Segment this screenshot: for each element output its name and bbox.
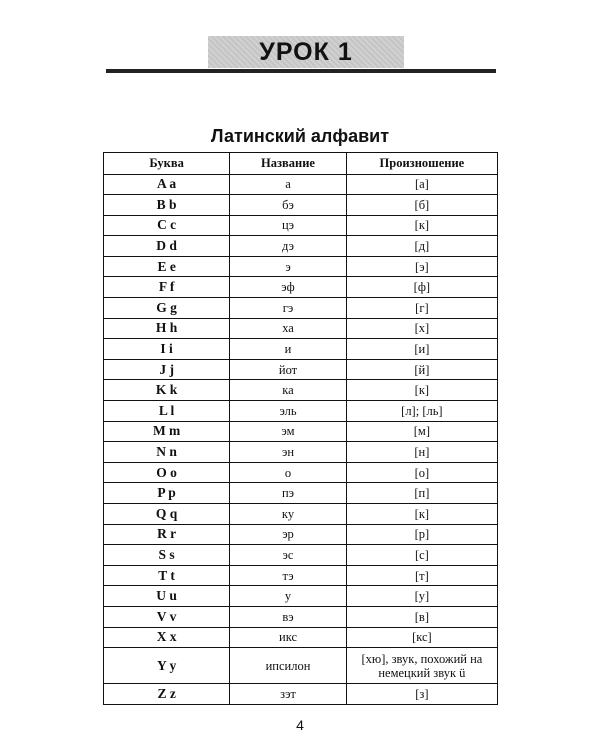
name-cell: зэт <box>230 684 347 705</box>
name-cell: эн <box>230 442 347 463</box>
column-header-pronunciation: Произношение <box>346 153 497 175</box>
letter-cell: K k <box>104 380 230 401</box>
table-row <box>104 565 498 586</box>
letter-cell: Q q <box>104 504 230 525</box>
lesson-banner <box>208 36 404 68</box>
pronunciation-cell: [б] <box>346 195 497 216</box>
pronunciation-cell: [м] <box>346 421 497 442</box>
name-cell: эф <box>230 277 347 298</box>
pronunciation-cell: [ф] <box>346 277 497 298</box>
header-rule <box>106 69 496 73</box>
table-row <box>104 627 498 648</box>
table-row <box>104 359 498 380</box>
section-title: Латинский алфавит <box>210 126 390 146</box>
table-row <box>104 421 498 442</box>
letter-cell: C c <box>104 215 230 236</box>
letter-cell: Y y <box>104 648 230 684</box>
name-cell: у <box>230 586 347 607</box>
table-row <box>104 648 498 684</box>
pronunciation-cell: [о] <box>346 462 497 483</box>
letter-cell: M m <box>104 421 230 442</box>
name-cell: гэ <box>230 298 347 319</box>
pronunciation-cell: [с] <box>346 545 497 566</box>
name-cell: икс <box>230 627 347 648</box>
table-row <box>104 524 498 545</box>
name-cell: бэ <box>230 195 347 216</box>
name-cell: пэ <box>230 483 347 504</box>
table-row <box>104 277 498 298</box>
letter-cell: J j <box>104 359 230 380</box>
table-header-row <box>104 153 498 175</box>
table-row <box>104 174 498 195</box>
name-cell: эм <box>230 421 347 442</box>
pronunciation-cell: [т] <box>346 565 497 586</box>
table-row <box>104 684 498 705</box>
letter-cell: U u <box>104 586 230 607</box>
letter-cell: H h <box>104 318 230 339</box>
letter-cell: G g <box>104 298 230 319</box>
name-cell: йот <box>230 359 347 380</box>
pronunciation-cell: [хю], звук, похожий на немецкий звук ü <box>346 648 497 684</box>
letter-cell: I i <box>104 339 230 360</box>
letter-cell: R r <box>104 524 230 545</box>
letter-cell: S s <box>104 545 230 566</box>
pronunciation-cell: [р] <box>346 524 497 545</box>
name-cell: эр <box>230 524 347 545</box>
table-row <box>104 256 498 277</box>
table-row <box>104 462 498 483</box>
pronunciation-cell: [п] <box>346 483 497 504</box>
alphabet-table <box>103 152 498 705</box>
letter-cell: A a <box>104 174 230 195</box>
letter-cell: D d <box>104 236 230 257</box>
pronunciation-cell: [г] <box>346 298 497 319</box>
table-row <box>104 298 498 319</box>
pronunciation-cell: [а] <box>346 174 497 195</box>
table-row <box>104 339 498 360</box>
name-cell: а <box>230 174 347 195</box>
table-row <box>104 586 498 607</box>
name-cell: дэ <box>230 236 347 257</box>
name-cell: ка <box>230 380 347 401</box>
pronunciation-cell: [н] <box>346 442 497 463</box>
pronunciation-cell: [кс] <box>346 627 497 648</box>
letter-cell: P p <box>104 483 230 504</box>
pronunciation-cell: [в] <box>346 606 497 627</box>
name-cell: ипсилон <box>230 648 347 684</box>
name-cell: вэ <box>230 606 347 627</box>
pronunciation-cell: [д] <box>346 236 497 257</box>
name-cell: ха <box>230 318 347 339</box>
name-cell: эс <box>230 545 347 566</box>
pronunciation-cell: [х] <box>346 318 497 339</box>
pronunciation-cell: [к] <box>346 504 497 525</box>
letter-cell: Z z <box>104 684 230 705</box>
letter-cell: B b <box>104 195 230 216</box>
table-row <box>104 380 498 401</box>
name-cell: эль <box>230 401 347 422</box>
pronunciation-cell: [к] <box>346 215 497 236</box>
pronunciation-cell: [з] <box>346 684 497 705</box>
letter-cell: L l <box>104 401 230 422</box>
table-row <box>104 215 498 236</box>
letter-cell: O o <box>104 462 230 483</box>
letter-cell: X x <box>104 627 230 648</box>
letter-cell: N n <box>104 442 230 463</box>
pronunciation-cell: [у] <box>346 586 497 607</box>
table-row <box>104 195 498 216</box>
name-cell: о <box>230 462 347 483</box>
table-row <box>104 606 498 627</box>
pronunciation-cell: [к] <box>346 380 497 401</box>
name-cell: э <box>230 256 347 277</box>
table-row <box>104 504 498 525</box>
name-cell: ку <box>230 504 347 525</box>
table-row <box>104 545 498 566</box>
letter-cell: V v <box>104 606 230 627</box>
pronunciation-cell: [л]; [ль] <box>346 401 497 422</box>
letter-cell: T t <box>104 565 230 586</box>
lesson-title: УРОК 1 <box>259 37 353 66</box>
name-cell: и <box>230 339 347 360</box>
letter-cell: E e <box>104 256 230 277</box>
pronunciation-cell: [э] <box>346 256 497 277</box>
letter-cell: F f <box>104 277 230 298</box>
column-header-name: Название <box>230 153 347 175</box>
pronunciation-cell: [й] <box>346 359 497 380</box>
name-cell: цэ <box>230 215 347 236</box>
table-row <box>104 442 498 463</box>
column-header-letter: Буква <box>104 153 230 175</box>
table-row <box>104 236 498 257</box>
table-row <box>104 318 498 339</box>
page-number: 4 <box>296 717 304 733</box>
name-cell: тэ <box>230 565 347 586</box>
pronunciation-cell: [и] <box>346 339 497 360</box>
table-row <box>104 483 498 504</box>
table-row <box>104 401 498 422</box>
